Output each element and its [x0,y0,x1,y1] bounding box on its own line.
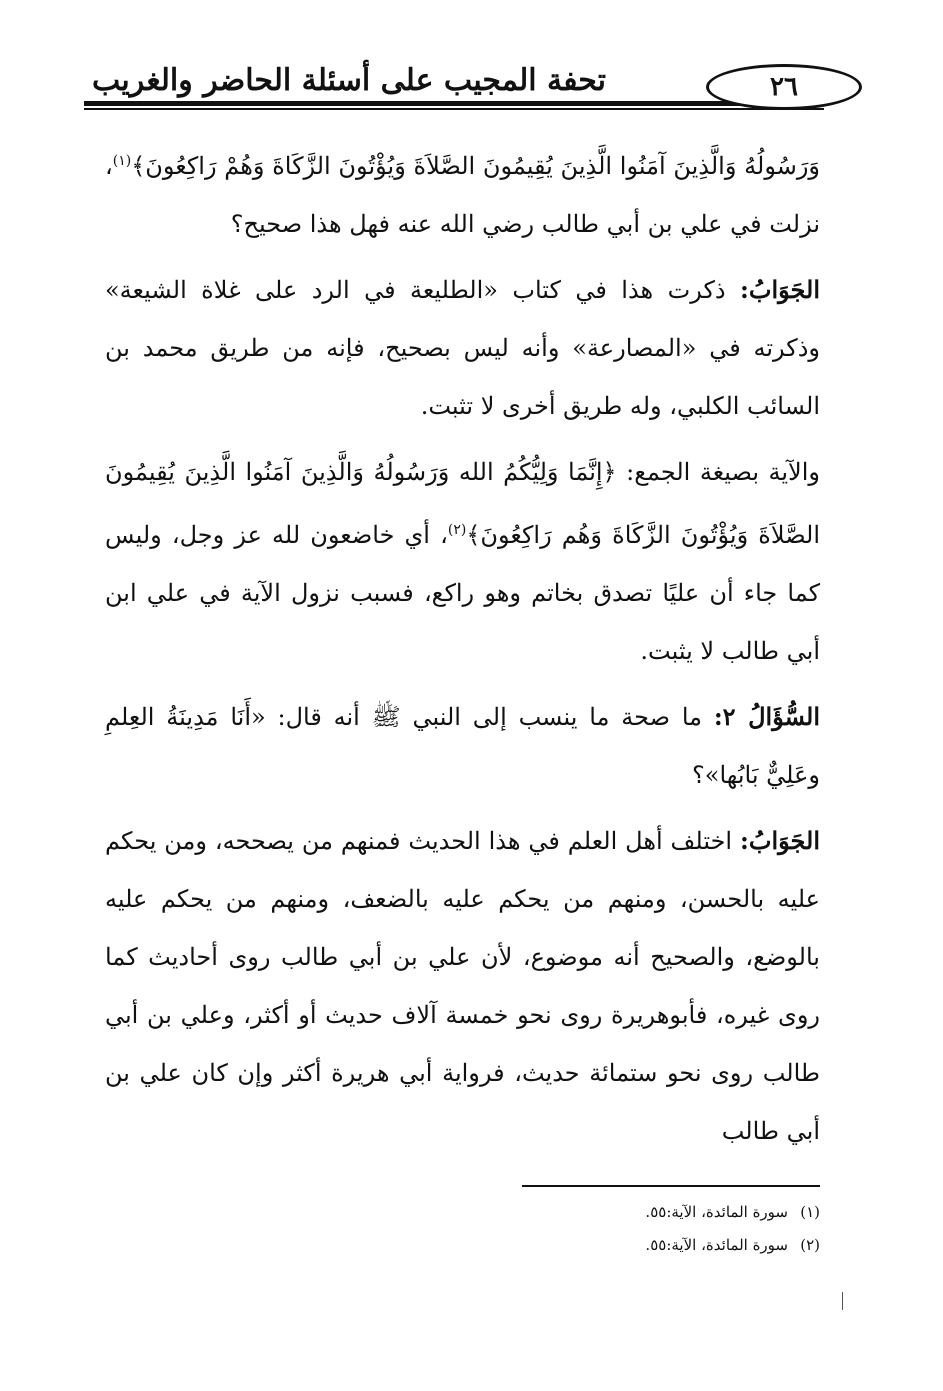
answer-1 [105,261,820,435]
footnote-text: سورة المائدة، الآية:٥٥. [645,1203,788,1221]
footnote-number: (٢) [800,1236,820,1254]
footnotes [520,1196,820,1262]
question-label: السُّؤَالُ ٢: [713,702,820,731]
question-2 [105,688,820,804]
answer-text: اختلف أهل العلم في هذا الحديث فمنهم من يصححه، ومن يحكم عليه بالحسن، ومنهم من يحكم عليه بالضعف، ومنهم من يحكم عليه بالوضع، والصحيح أنه موضوع، لأن علي بن أبي طالب روى أحاديث كما روى غيره، فأبوهريرة روى نحو خمسة آلاف حديث أو أكثر، وعلي بن أبي طالب روى نحو ستمائة حديث، فرواية أبي هريرة أكثر وإن كان علي بن أبي طالب [105,827,820,1145]
question-continuation [105,132,820,253]
verse-paragraph [105,443,820,680]
footnote-number: (١) [800,1203,820,1221]
answer-label: الجَوَابُ: [740,275,820,304]
answer-label: الجَوَابُ: [740,826,820,855]
footnote-ref-1: (١) [112,153,132,169]
footnote-item [520,1229,820,1262]
page-header [84,60,854,110]
footnote-item [520,1196,820,1229]
question-text: ، نزلت في علي بن أبي طالب رضي الله عنه فهل هذا صحيح؟ [105,152,820,238]
footnote-text: سورة المائدة، الآية:٥٥. [645,1236,788,1254]
answer-2 [105,812,820,1160]
footnote-divider [522,1185,820,1187]
margin-mark [842,1292,843,1310]
page-body [105,132,820,1168]
answer-text: ذكرت هذا في كتاب «الطليعة في الرد على غلاة الشيعة» وذكرته في «المصارعة» وأنه ليس بصحيح، فإنه من طريق محمد بن السائب الكلبي، وله طريق أخرى لا تثبت. [105,276,820,420]
verse-text: والآية بصيغة الجمع: ﴿إِنَّمَا وَلِيُّكُمُ الله وَرَسُولُهُ وَالَّذِينَ آمَنُوا الَّذِينَ يُقِيمُونَ الصَّلاَةَ وَيُؤْتُونَ الزَّكَاةَ وَهُم رَاكِعُونَ﴾ [105,458,820,549]
header-rule-thick [84,101,824,106]
page-number: ٢٦ [706,64,862,110]
footnote-ref-2: (٢) [447,522,467,538]
question-text: ما صحة ما ينسب إلى النبي ﷺ أنه قال: «أَنَا مَدِينَةُ العِلمِ وعَلِيٌّ بَابُها»؟ [105,703,820,789]
paragraph-text: ، أي خاضعون لله عز وجل، وليس كما جاء أن عليًا تصدق بخاتم وهو راكع، فسبب نزول الآية في علي ابن أبي طالب لا يثبت. [105,521,821,665]
header-rule-thin [84,108,824,110]
book-title: تحفة المجيب على أسئلة الحاضر والغريب [91,63,607,98]
verse-text: وَرَسُولُهُ وَالَّذِينَ آمَنُوا الَّذِينَ يُقِيمُونَ الصَّلاَةَ وَيُؤْتُونَ الزَّكَاةَ وَهُمْ رَاكِعُونَ﴾ [131,152,820,180]
